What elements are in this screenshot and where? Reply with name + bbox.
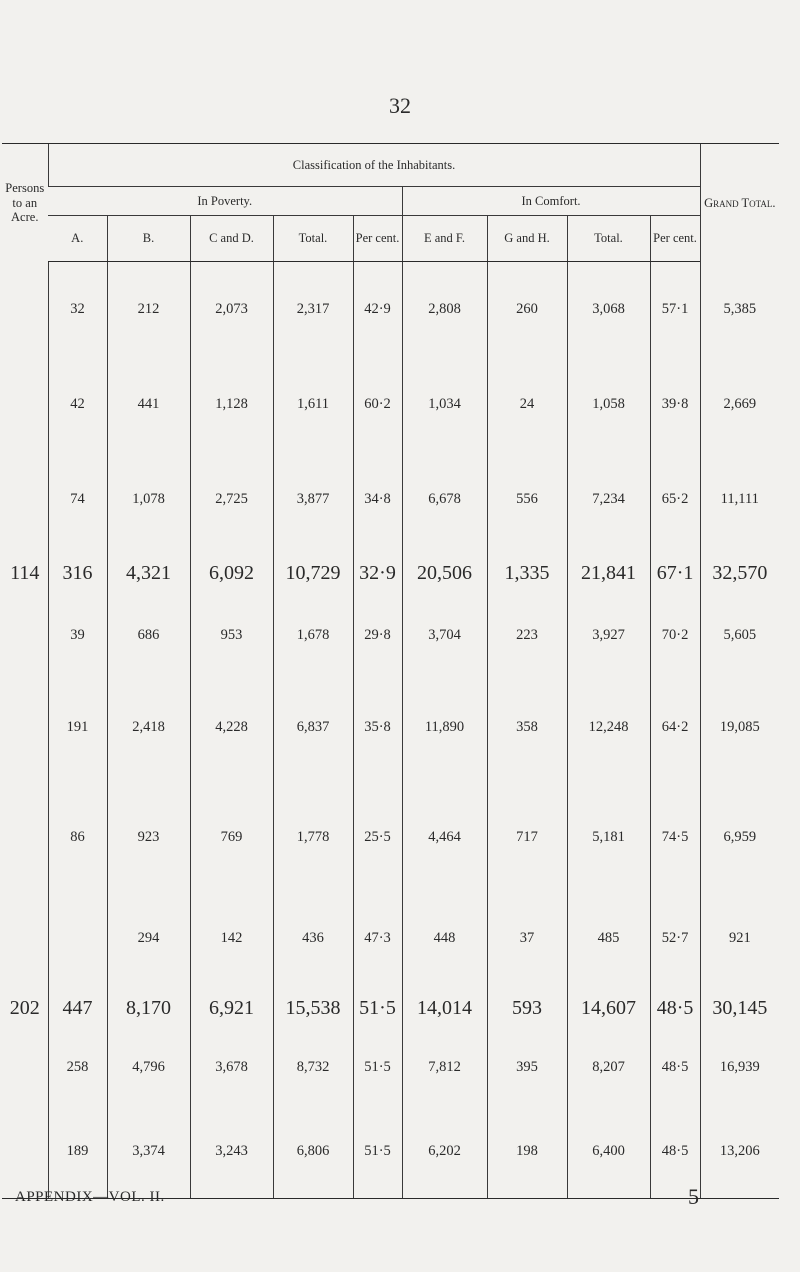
column-header: Per cent. <box>650 216 700 262</box>
column-header: E and F. <box>402 216 487 262</box>
table-cell: 4,464 <box>402 783 487 893</box>
table-cell: 29·8 <box>353 599 402 673</box>
table-cell: 6,921 <box>190 985 273 1031</box>
table-cell: 11,890 <box>402 673 487 783</box>
table-cell: 441 <box>107 357 190 452</box>
grand-total-header: Grand Total. <box>700 144 779 262</box>
column-header: G and H. <box>487 216 567 262</box>
table-cell: 39 <box>48 599 107 673</box>
table-cell: 769 <box>190 783 273 893</box>
persons-per-acre-cell: 202 <box>9 996 40 1019</box>
table-cell: 1,078 <box>107 452 190 547</box>
table-cell: 6,092 <box>190 547 273 599</box>
table-cell: 34·8 <box>353 452 402 547</box>
table-row <box>2 547 779 599</box>
column-header: Per cent. <box>353 216 402 262</box>
table-cell: 3,374 <box>107 1105 190 1199</box>
table-cell: 65·2 <box>650 452 700 547</box>
table-row <box>2 452 779 547</box>
table-cell: 953 <box>190 599 273 673</box>
table-cell: 1,058 <box>567 357 650 452</box>
table-cell: 395 <box>487 1031 567 1105</box>
table-cell: 4,321 <box>107 547 190 599</box>
table-cell: 13,206 <box>700 1105 779 1199</box>
table-cell: 11,111 <box>700 452 779 547</box>
table-cell: 57·1 <box>650 262 700 357</box>
table-cell: 6,678 <box>402 452 487 547</box>
persons-per-acre-header: Persons to an Acre. <box>2 144 48 262</box>
column-header: Total. <box>567 216 650 262</box>
table-cell: 6,400 <box>567 1105 650 1199</box>
table-cell: 1,778 <box>273 783 353 893</box>
table-cell: 6,837 <box>273 673 353 783</box>
table-cell: 25·5 <box>353 783 402 893</box>
footer-appendix-label: APPENDIX—VOL. II. <box>15 1189 165 1205</box>
table-cell: 47·3 <box>353 893 402 985</box>
table-cell: 923 <box>107 783 190 893</box>
table-cell: 70·2 <box>650 599 700 673</box>
table-cell: 74 <box>48 452 107 547</box>
table-cell: 260 <box>487 262 567 357</box>
persons-per-acre-cell <box>2 673 48 783</box>
table-cell: 2,725 <box>190 452 273 547</box>
table-cell: 16,939 <box>700 1031 779 1105</box>
table-cell: 32·9 <box>353 547 402 599</box>
persons-per-acre-cell <box>2 262 48 357</box>
table-cell: 2,808 <box>402 262 487 357</box>
table-cell: 2,317 <box>273 262 353 357</box>
column-header: C and D. <box>190 216 273 262</box>
persons-per-acre-cell <box>2 1031 48 1105</box>
table-cell: 717 <box>487 783 567 893</box>
table-cell: 42 <box>48 357 107 452</box>
table-cell: 5,385 <box>700 262 779 357</box>
table-cell: 1,611 <box>273 357 353 452</box>
table-cell: 556 <box>487 452 567 547</box>
table-row <box>2 357 779 452</box>
table-cell: 35·8 <box>353 673 402 783</box>
table-cell: 2,418 <box>107 673 190 783</box>
table-cell: 60·2 <box>353 357 402 452</box>
table-cell: 3,927 <box>567 599 650 673</box>
table-cell: 5,605 <box>700 599 779 673</box>
table-cell: 921 <box>700 893 779 985</box>
table-cell: 7,812 <box>402 1031 487 1105</box>
table-cell: 4,228 <box>190 673 273 783</box>
page-number: 32 <box>389 93 411 118</box>
in-poverty-header: In Poverty. <box>48 187 402 216</box>
table-cell: 447 <box>48 985 107 1031</box>
table-cell: 21,841 <box>567 547 650 599</box>
persons-per-acre-cell <box>2 893 48 985</box>
table-cell: 37 <box>487 893 567 985</box>
table-cell: 6,959 <box>700 783 779 893</box>
table-cell: 191 <box>48 673 107 783</box>
table-cell: 39·8 <box>650 357 700 452</box>
table-cell: 223 <box>487 599 567 673</box>
column-header: B. <box>107 216 190 262</box>
table-row <box>2 1105 779 1199</box>
table-cell: 8,207 <box>567 1031 650 1105</box>
table-cell: 294 <box>107 893 190 985</box>
table-cell: 3,704 <box>402 599 487 673</box>
table-row <box>2 893 779 985</box>
column-header: Total. <box>273 216 353 262</box>
persons-per-acre-cell <box>2 1105 48 1199</box>
table-cell: 5,181 <box>567 783 650 893</box>
footer-page-mark: 5 <box>688 1184 699 1209</box>
table-cell: 14,014 <box>402 985 487 1031</box>
table-cell: 51·5 <box>353 1031 402 1105</box>
column-header: A. <box>48 216 107 262</box>
table-cell: 1,678 <box>273 599 353 673</box>
table-cell: 64·2 <box>650 673 700 783</box>
persons-per-acre-cell <box>2 452 48 547</box>
table-cell: 86 <box>48 783 107 893</box>
table-cell: 4,796 <box>107 1031 190 1105</box>
table-cell: 32 <box>48 262 107 357</box>
table-row <box>2 985 779 1031</box>
table-cell: 593 <box>487 985 567 1031</box>
table-row <box>2 262 779 357</box>
table-cell: 8,170 <box>107 985 190 1031</box>
table-cell: 2,073 <box>190 262 273 357</box>
table-cell: 189 <box>48 1105 107 1199</box>
table-cell: 48·5 <box>650 985 700 1031</box>
table-cell: 436 <box>273 893 353 985</box>
table-cell: 14,607 <box>567 985 650 1031</box>
table-cell: 7,234 <box>567 452 650 547</box>
table-cell: 30,145 <box>700 985 779 1031</box>
table-cell: 12,248 <box>567 673 650 783</box>
table-cell: 51·5 <box>353 985 402 1031</box>
table-cell: 67·1 <box>650 547 700 599</box>
table-cell: 48·5 <box>650 1031 700 1105</box>
table-cell: 2,669 <box>700 357 779 452</box>
table-cell: 1,034 <box>402 357 487 452</box>
table-row <box>2 599 779 673</box>
persons-per-acre-cell <box>2 783 48 893</box>
table-cell: 20,506 <box>402 547 487 599</box>
table-cell: 448 <box>402 893 487 985</box>
table-row <box>2 1031 779 1105</box>
persons-per-acre-cell: 114 <box>10 561 40 584</box>
table-cell: 3,243 <box>190 1105 273 1199</box>
table-row <box>2 673 779 783</box>
table-cell: 74·5 <box>650 783 700 893</box>
classification-header: Classification of the Inhabitants. <box>48 144 700 187</box>
persons-per-acre-cell <box>2 357 48 452</box>
table-cell <box>48 893 107 985</box>
table-cell: 258 <box>48 1031 107 1105</box>
table-cell: 358 <box>487 673 567 783</box>
table-cell: 3,678 <box>190 1031 273 1105</box>
table-cell: 8,732 <box>273 1031 353 1105</box>
table-cell: 316 <box>48 547 107 599</box>
table-cell: 198 <box>487 1105 567 1199</box>
table-cell: 3,877 <box>273 452 353 547</box>
table-cell: 6,202 <box>402 1105 487 1199</box>
table-cell: 212 <box>107 262 190 357</box>
persons-per-acre-cell <box>2 599 48 673</box>
table-cell: 142 <box>190 893 273 985</box>
inhabitants-table <box>2 143 779 1199</box>
table-cell: 51·5 <box>353 1105 402 1199</box>
table-cell: 52·7 <box>650 893 700 985</box>
table-cell: 32,570 <box>700 547 779 599</box>
table-cell: 686 <box>107 599 190 673</box>
in-comfort-header: In Comfort. <box>402 187 700 216</box>
table-cell: 48·5 <box>650 1105 700 1199</box>
table-cell: 24 <box>487 357 567 452</box>
table-cell: 485 <box>567 893 650 985</box>
table-cell: 1,335 <box>487 547 567 599</box>
table-cell: 1,128 <box>190 357 273 452</box>
table-cell: 3,068 <box>567 262 650 357</box>
table-cell: 15,538 <box>273 985 353 1031</box>
table-cell: 42·9 <box>353 262 402 357</box>
table-row <box>2 783 779 893</box>
table-cell: 19,085 <box>700 673 779 783</box>
table-cell: 10,729 <box>273 547 353 599</box>
table-cell: 6,806 <box>273 1105 353 1199</box>
